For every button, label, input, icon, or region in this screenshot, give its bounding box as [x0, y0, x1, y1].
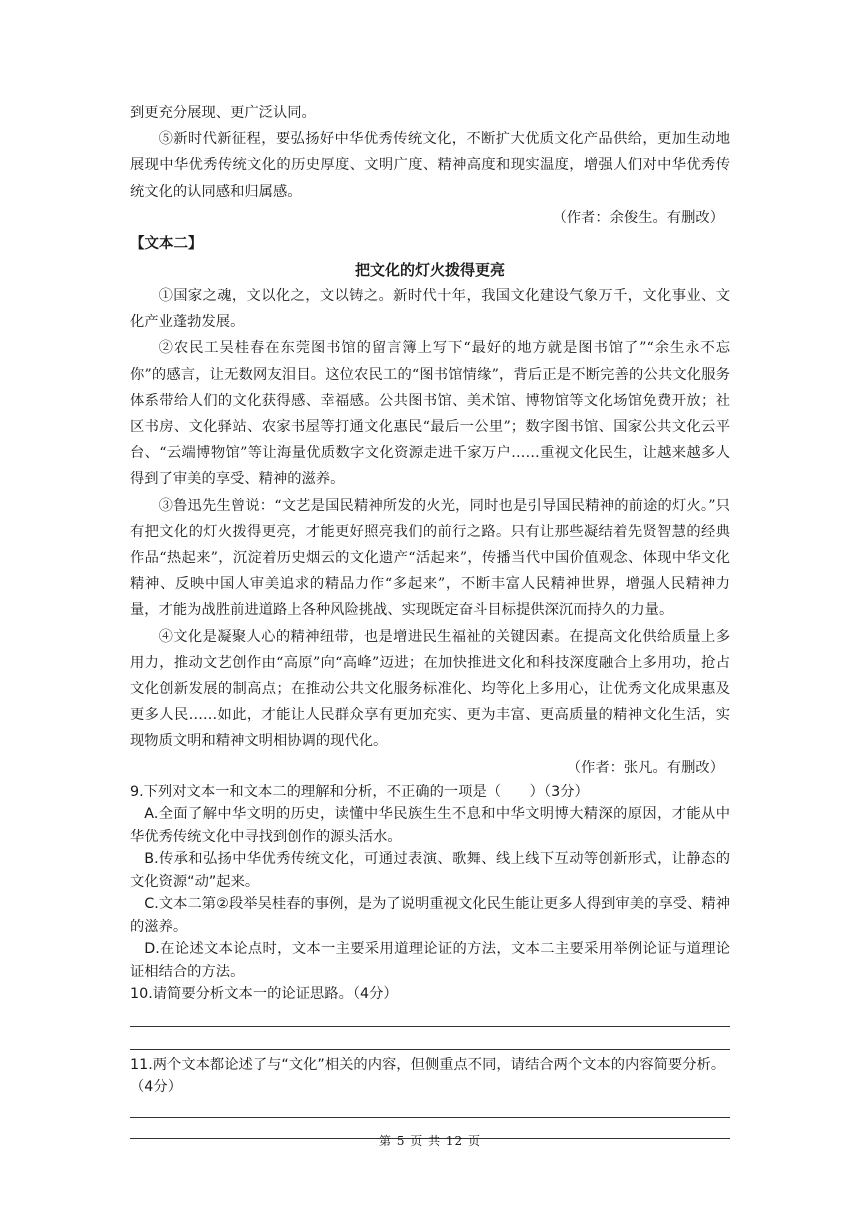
text2-paragraph-2: ②农民工吴桂春在东莞图书馆的留言簿上写下“最好的地方就是图书馆了”“余生永不忘你”的感言，让无数网友泪目。这位农民工的“图书馆情缘”，背后正是不断完善的公共文化服务体系带给人们的文化获得感、幸福感。公共图书馆、美术馆、博物馆等文化场馆免费开放；社区书房、文化驿站、农家书屋等打通文化惠民“最后一公里”；数字图书馆、国家公共文化云平台、“云端博物馆”等让海量优质数字文化资源走进千家万户……重视文化民生，让越来越多人得到了审美的享受、精神的滋养。: [130, 340, 730, 488]
text2-paragraph-3: ③鲁迅先生曾说：“文艺是国民精神所发的火光，同时也是引导国民精神的前途的灯火。”只有把文化的灯火拨得更亮，才能更好照亮我们的前行之路。只有让那些凝结着先贤智慧的经典作品“热起来”，沉淀着历史烟云的文化遗产“活起来”，传播当代中国价值观念、体现中华文化精神、反映中国人审美追求的精品力作“多起来”，不断丰富人民精神世界，增强人民精神力量，才能为战胜前进道路上各种风险挑战、实现既定奋斗目标提供深沉而持久的力量。: [130, 497, 730, 619]
text1-paragraph-continuation: 到更充分展现、更广泛认同。: [130, 105, 316, 121]
question-9-stem: 9.下列对文本一和文本二的理解和分析，不正确的一项是（ ）（3分）: [130, 783, 589, 800]
question-9-option-a: A.全面了解中华文明的历史，读懂中华民族生生不息和中华文明博大精深的原因，才能从中华优秀传统文化中寻找到创作的源头活水。: [130, 806, 730, 845]
question-10-stem: 10.请简要分析文本一的论证思路。（4分）: [130, 986, 398, 1003]
question-9-option-d: D.在论述文本论点时，文本一主要采用道理论证的方法，文本二主要采用举例论证与道理论证相结合的方法。: [130, 941, 730, 980]
question-11-stem: 11.两个文本都论述了与“文化”相关的内容，但侧重点不同，请结合两个文本的内容简要分析。: [130, 1056, 726, 1073]
text2-author: （作者：张凡。有删改）: [566, 759, 724, 776]
text2-paragraph-4: ④文化是凝聚人心的精神纽带，也是增进民生福祉的关键因素。在提高文化供给质量上多用力，推动文艺创作由“高原”向“高峰”迈进；在加快推进文化和科技深度融合上多用功，抢占文化创新发展的制高点；在推动公共文化服务标准化、均等化上多用心，让优秀文化成果惠及更多人民……如此，才能让人民群众享有更加充实、更为丰富、更高质量的精神文化生活，实现物质文明和精神文明相协调的现代化。: [130, 628, 730, 750]
text2-title: 把文化的灯火拨得更亮: [354, 261, 505, 280]
text1-paragraph-5: ⑤新时代新征程，要弘扬好中华优秀传统文化，不断扩大优质文化产品供给，更加生动地展现中华优秀传统文化的历史厚度、文明广度、精神高度和现实温度，增强人们对中华优秀传统文化的认同感和归属感。: [130, 131, 730, 200]
question-9-option-b: B.传承和弘扬中华优秀传统文化，可通过表演、歌舞、线上线下互动等创新形式，让静态的文化资源“动”起来。: [130, 851, 730, 890]
text1-author: （作者：余俊生。有删改）: [552, 209, 724, 226]
page-content: [130, 100, 730, 1139]
page-footer: 第 5 页 共 12 页: [379, 1134, 481, 1148]
question-11-score: （4分）: [130, 1079, 182, 1096]
text2-paragraph-1: ①国家之魂，文以化之，文以铸之。新时代十年，我国文化建设气象万千，文化事业、文化产业蓬勃发展。: [130, 288, 730, 331]
question-9-option-c: C.文本二第②段举吴桂春的事例，是为了说明重视文化民生能让更多人得到审美的享受、精神的滋养。: [130, 896, 730, 935]
text2-label: 【文本二】: [130, 236, 203, 253]
